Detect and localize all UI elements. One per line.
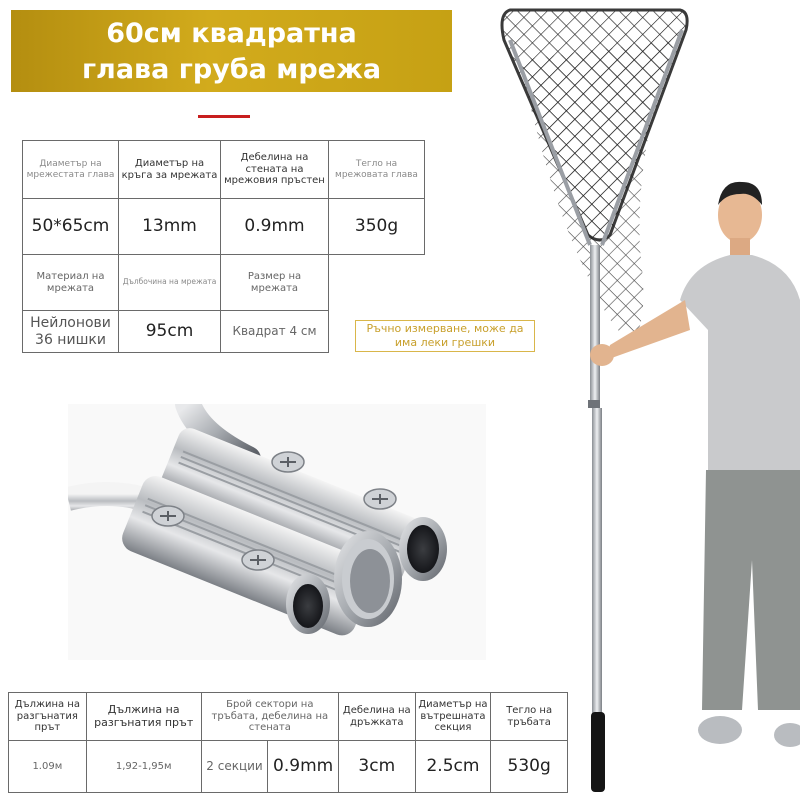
header-cell: Дължина на разгънатия прът <box>86 693 201 741</box>
header-cell: Диаметър на вътрешната секция <box>415 693 491 741</box>
table-row <box>23 199 425 255</box>
measurement-note: Ръчно измерване, може да има леки грешки <box>355 320 535 352</box>
value-cell: 1,92-1,95м <box>86 741 201 793</box>
value-cell: 13mm <box>119 199 221 255</box>
header-cell: Диаметър на мрежестата глава <box>23 141 119 199</box>
header-cell: Дълбочина на мрежата <box>119 255 221 311</box>
value-cell: 350g <box>329 199 425 255</box>
table-row <box>23 255 425 311</box>
table-row <box>9 693 568 741</box>
pole-joint-closeup-photo <box>68 404 486 660</box>
header-cell: Материал на мрежата <box>23 255 119 311</box>
header-cell: Брой сектори на тръбата, дебелина на стената <box>201 693 338 741</box>
value-cell: 50*65cm <box>23 199 119 255</box>
title-line-2: глава груба мрежа <box>81 54 382 85</box>
value-cell: 0.9mm <box>221 199 329 255</box>
landing-net-product-photo <box>490 0 800 800</box>
value-cell: 95cm <box>119 311 221 353</box>
header-cell: Тегло на мрежовата глава <box>329 141 425 199</box>
header-cell: Дължина на разгънатия прът <box>9 693 87 741</box>
value-cell: Квадрат 4 см <box>221 311 329 353</box>
header-cell: Тегло на тръбата <box>491 693 568 741</box>
value-cell: 0.9mm <box>268 741 339 793</box>
accent-divider <box>198 115 250 118</box>
pole-spec-table <box>8 692 568 793</box>
value-cell: 3cm <box>338 741 415 793</box>
value-cell: 530g <box>491 741 568 793</box>
title-banner <box>11 10 452 92</box>
title-line-1: 60см квадратна <box>106 18 357 49</box>
value-cell: Нейлонови 36 нишки <box>23 311 119 353</box>
header-cell: Размер на мрежата <box>221 255 329 311</box>
header-cell: Диаметър на кръга за мрежата <box>119 141 221 199</box>
header-cell: Дебелина на стената на мрежовия пръстен <box>221 141 329 199</box>
table-row <box>9 741 568 793</box>
table-row <box>23 141 425 199</box>
value-cell: 2 секции <box>201 741 268 793</box>
value-cell: 2.5cm <box>415 741 491 793</box>
header-cell: Дебелина на дръжката <box>338 693 415 741</box>
value-cell: 1.09м <box>9 741 87 793</box>
